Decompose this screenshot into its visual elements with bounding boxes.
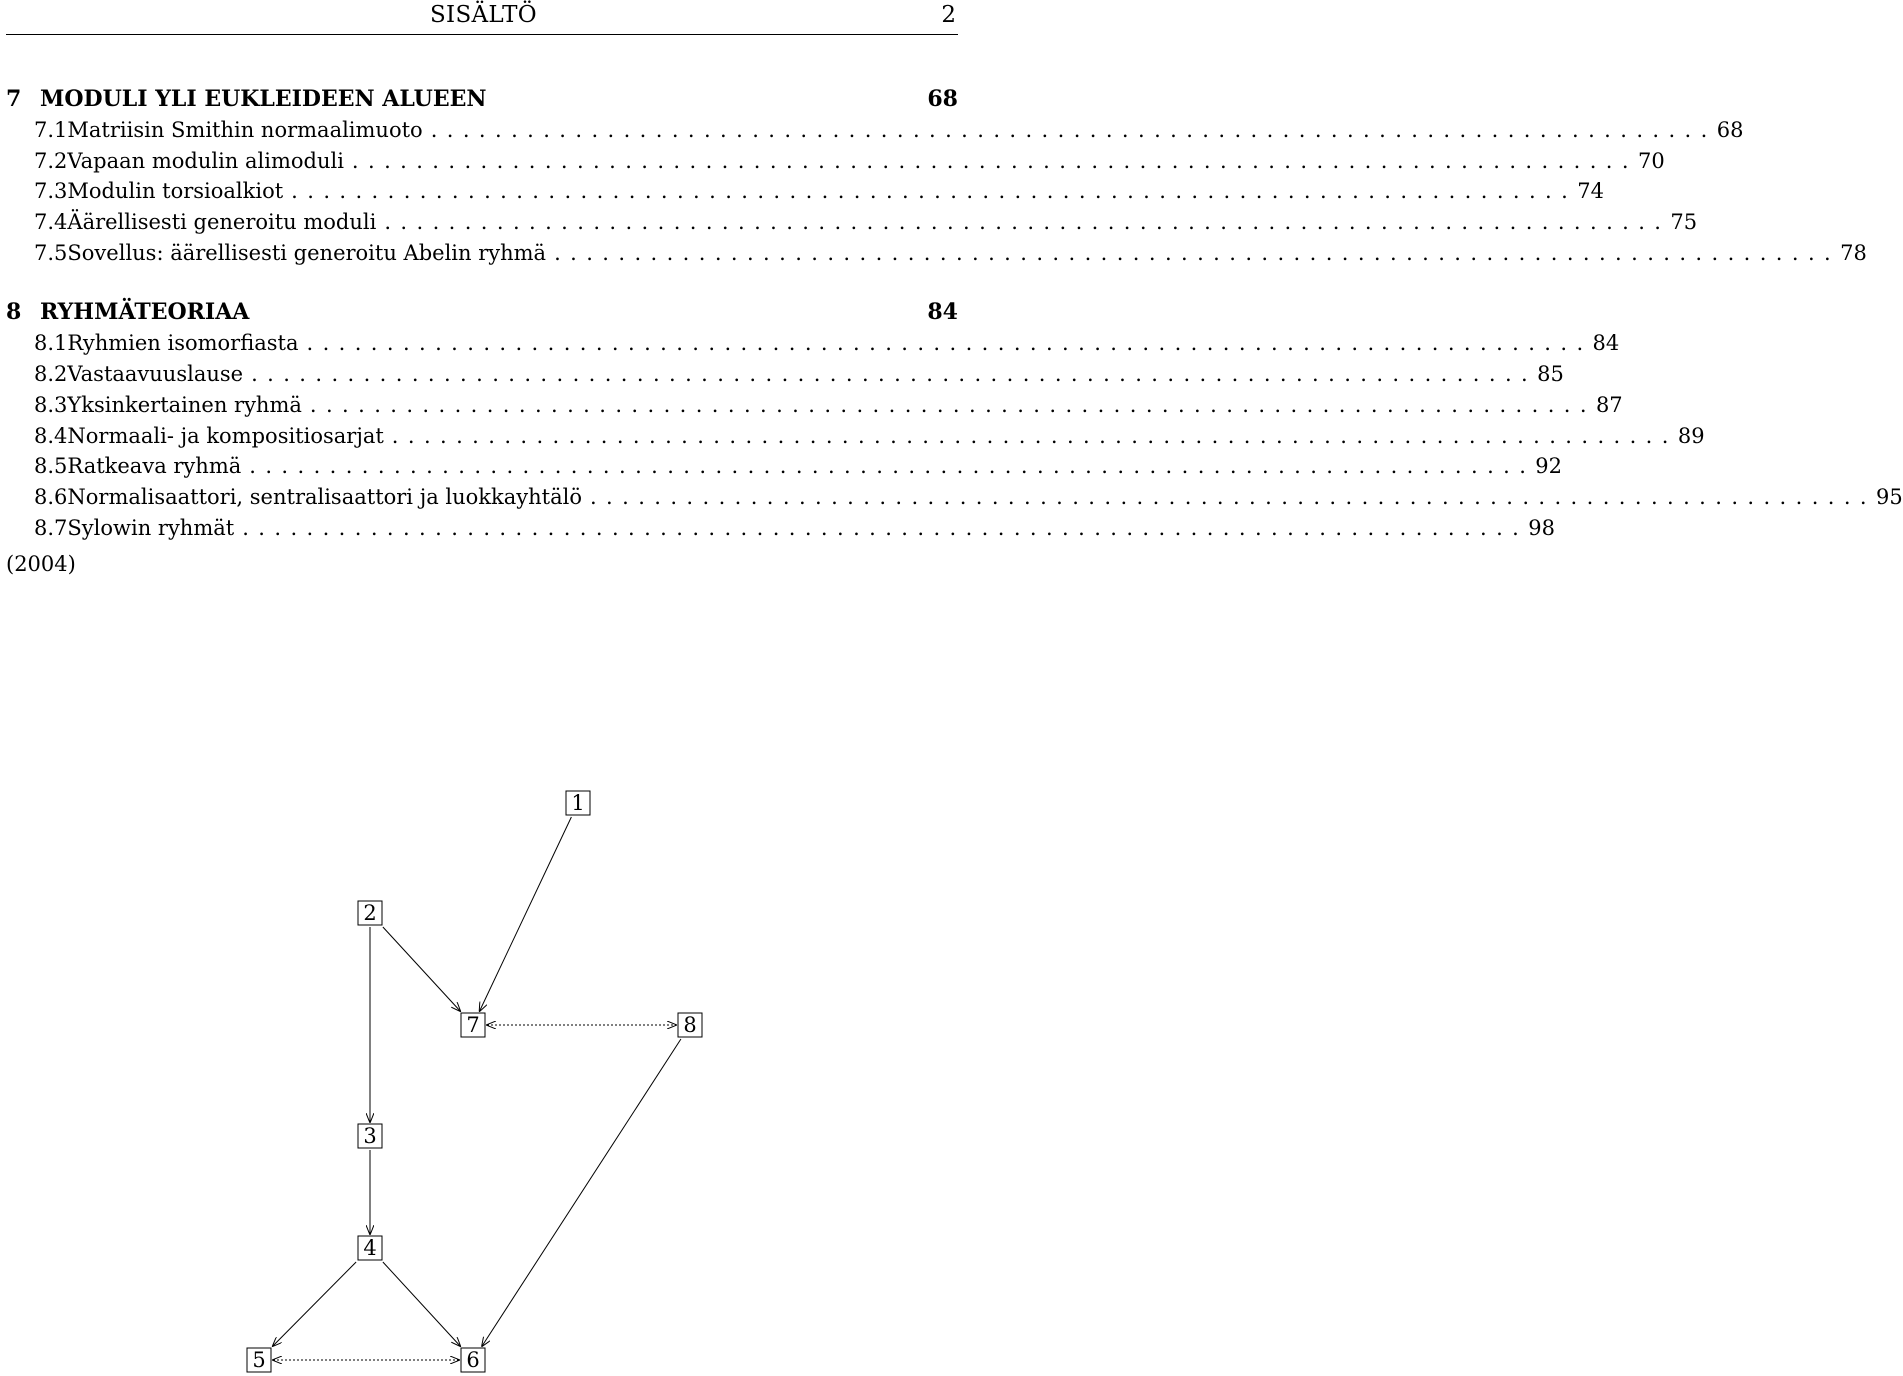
node-label: 6 <box>466 1348 480 1372</box>
section-title: Modulin torsioalkiot <box>67 179 284 204</box>
chapter-title: RYHMÄTEORIAA <box>40 299 250 326</box>
section-number: 7.2 <box>34 148 68 173</box>
section-title: Äärellisesti generoitu moduli <box>67 210 377 235</box>
node-2[interactable] <box>358 901 382 925</box>
chapter-number: 7 <box>6 86 22 112</box>
section-title: Ryhmien isomorfiasta <box>67 331 299 356</box>
edge-1-7 <box>480 817 572 1011</box>
dot-leader: ................................................................................ <box>589 484 1876 509</box>
section-title: Yksinkertainen ryhmä <box>67 392 302 417</box>
section-number: 7.1 <box>34 118 68 142</box>
dot-leader: ................................................................................ <box>384 210 1671 235</box>
section-page: 75 <box>1670 210 1698 235</box>
chapter-page: 68 <box>927 86 958 112</box>
node-6[interactable] <box>461 1348 485 1372</box>
section-title: Normalisaattori, sentralisaattori ja luokkayhtälö <box>67 484 582 509</box>
section-title: Vastaavuuslause <box>67 362 244 387</box>
node-label: 2 <box>363 901 377 925</box>
section-page: 95 <box>1876 484 1903 509</box>
section-title: Vapaan modulin alimoduli <box>67 148 344 173</box>
node-label: 3 <box>363 1124 377 1148</box>
section-number: 8.7 <box>34 515 68 540</box>
dot-leader: ................................................................................ <box>242 515 1529 540</box>
edge-8-6 <box>482 1039 681 1346</box>
chapter-title: MODULI YLI EUKLEIDEEN ALUEEN <box>40 86 487 112</box>
node-label: 4 <box>363 1236 377 1260</box>
node-1[interactable] <box>566 791 590 815</box>
section-page: 74 <box>1577 179 1604 204</box>
section-page: 70 <box>1637 148 1665 173</box>
edge-2-7 <box>383 927 460 1011</box>
section-title: Matriisin Smithin normaalimuoto <box>67 118 423 142</box>
section-number: 8.1 <box>34 331 68 356</box>
section-number: 8.6 <box>34 484 68 509</box>
section-number: 7.5 <box>34 240 68 265</box>
section-title: Sylowin ryhmät <box>67 515 235 540</box>
dot-leader: ................................................................................ <box>351 148 1638 173</box>
section-number: 8.4 <box>34 423 68 448</box>
section-page: 87 <box>1595 392 1623 417</box>
section-page: 89 <box>1677 423 1705 448</box>
year-note: (2004) <box>6 552 76 576</box>
section-page: 92 <box>1535 454 1563 479</box>
header-title: SISÄLTÖ <box>430 2 537 28</box>
node-label: 1 <box>571 791 585 815</box>
dot-leader: ................................................................................ <box>430 118 1717 142</box>
section-page: 84 <box>1592 331 1620 356</box>
section-page: 78 <box>1840 240 1867 265</box>
section-number: 8.2 <box>34 362 68 387</box>
node-label: 7 <box>466 1013 480 1037</box>
dot-leader: ................................................................................ <box>291 179 1578 204</box>
section-number: 8.5 <box>34 454 68 479</box>
edge-4-5 <box>273 1262 356 1346</box>
dot-leader: ................................................................................ <box>309 392 1596 417</box>
node-3[interactable] <box>358 1124 382 1148</box>
section-title: Normaali- ja kompositiosarjat <box>67 423 384 448</box>
section-title: Sovellus: äärellisesti generoitu Abelin ryhmä <box>67 240 547 265</box>
dot-leader: ................................................................................ <box>251 362 1538 387</box>
node-8[interactable] <box>678 1013 702 1037</box>
edge-4-6 <box>383 1262 460 1346</box>
section-number: 7.3 <box>34 179 68 204</box>
section-number: 8.3 <box>34 392 68 417</box>
dot-leader: ................................................................................ <box>306 331 1593 356</box>
node-label: 8 <box>683 1013 697 1037</box>
section-page: 68 <box>1716 118 1744 142</box>
dot-leader: ................................................................................ <box>554 240 1841 265</box>
section-number: 7.4 <box>34 210 68 235</box>
chapter-page: 84 <box>927 299 958 326</box>
node-4[interactable] <box>358 1236 382 1260</box>
chapter-number: 8 <box>6 299 22 326</box>
section-page: 98 <box>1528 515 1555 540</box>
dot-leader: ................................................................................ <box>391 423 1678 448</box>
node-5[interactable] <box>247 1348 271 1372</box>
section-title: Ratkeava ryhmä <box>67 454 242 479</box>
section-page: 85 <box>1537 362 1564 387</box>
dot-leader: ................................................................................ <box>249 454 1536 479</box>
node-label: 5 <box>252 1348 266 1372</box>
header-page-number: 2 <box>941 2 956 28</box>
node-7[interactable] <box>461 1013 485 1037</box>
